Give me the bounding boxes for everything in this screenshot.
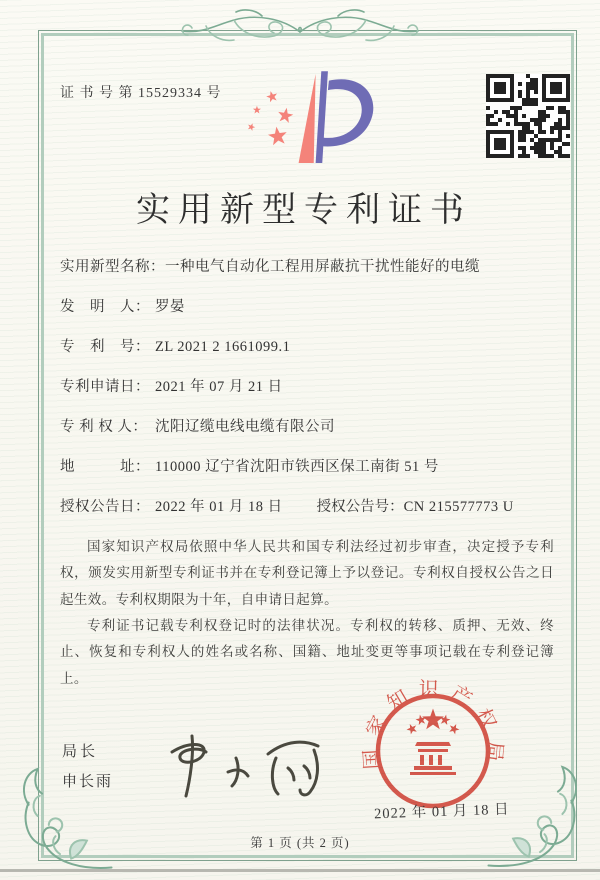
certificate-fields [60, 256, 560, 536]
legal-paragraph-1: 国家知识产权局依照中华人民共和国专利法经过初步审查，决定授予专利权，颁发实用新型专利证书并在专利登记簿上予以登记。专利权自授权公告之日起生效。专利权期限为十年，自申请日起算。 [60, 539, 554, 607]
field-value: 罗晏 [155, 299, 185, 315]
field-label: 授权公告日： [60, 499, 150, 515]
field-value: CN 215577773 U [403, 499, 514, 515]
seal-date: 2022 年 01 月 18 日 [373, 801, 510, 823]
field-label: 发 明 人： [60, 299, 150, 315]
legal-paragraph-2: 专利证书记载专利权登记时的法律状况。专利权的转移、质押、无效、终止、恢复和专利权人的姓名或名称、国籍、地址变更等事项记载在专利登记簿上。 [60, 617, 554, 686]
field-value: 2021 年 07 月 21 日 [155, 379, 283, 395]
field-value: 110000 辽宁省沈阳市铁西区保工南街 51 号 [155, 459, 439, 475]
field-row-filing-date [60, 376, 560, 399]
qr-code [486, 74, 570, 158]
field-value: ZL 2021 2 1661099.1 [155, 339, 291, 355]
page-indicator: 第 1 页 (共 2 页) [250, 836, 350, 850]
field-row-utility-model-name [60, 256, 560, 279]
signer-name: 申长雨 [62, 774, 114, 790]
field-row-inventor [60, 296, 560, 319]
field-label: 实用新型名称： [60, 259, 165, 275]
signer-title: 局长 [62, 744, 99, 760]
field-value: 一种电气自动化工程用屏蔽抗干扰性能好的电缆 [165, 259, 480, 275]
field-label: 专 利 权 人： [60, 419, 148, 435]
field-label: 专利申请日： [60, 379, 150, 395]
scan-edge-shadow [0, 869, 600, 872]
field-row-address [60, 456, 560, 479]
seal-ring-text: 国家知识产权局 [360, 678, 507, 773]
certificate-number: 证 书 号 第 15529334 号 [60, 86, 222, 101]
field-row-patentee [60, 416, 560, 439]
cnipa-logo-icon [238, 68, 380, 170]
field-label: 授权公告号： [316, 499, 404, 515]
field-row-grant-announcement [60, 496, 560, 519]
legal-text-block [60, 534, 554, 692]
field-label: 专 利 号： [60, 339, 150, 355]
field-value: 2022 年 01 月 18 日 [155, 499, 283, 515]
field-label: 地 址： [60, 459, 150, 475]
field-value: 沈阳辽缆电线电缆有限公司 [155, 419, 335, 435]
handwritten-signature-icon [152, 732, 330, 802]
certificate-title: 实用新型专利证书 [136, 192, 472, 229]
field-row-patent-number [60, 336, 560, 359]
